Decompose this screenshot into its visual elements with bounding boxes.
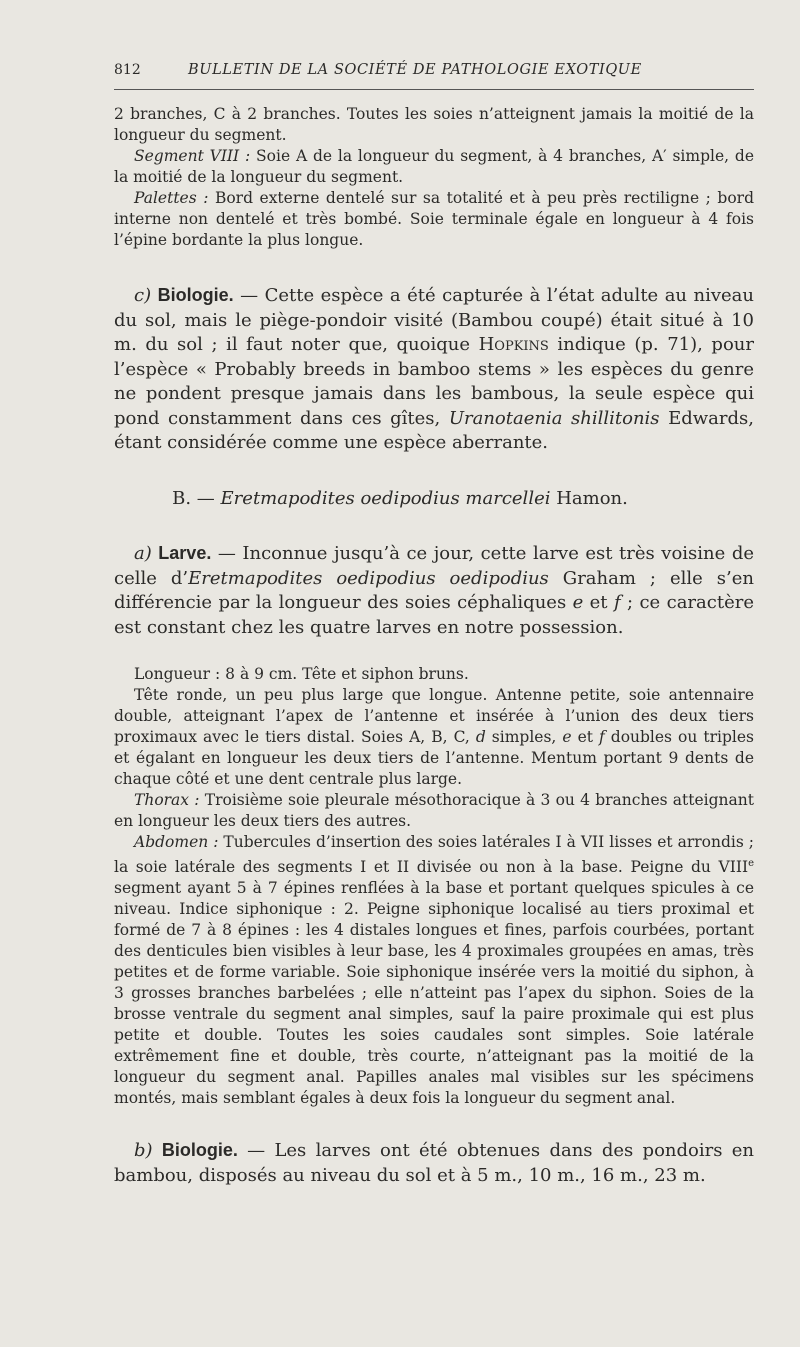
intro-block — [114, 104, 754, 251]
larve-heading: Larve. — [158, 543, 212, 563]
biologie-c-block — [114, 283, 754, 456]
segment-viii-paragraph: Segment VIII : Soie A de la longueur du segment, à 4 branches, A′ simple, de la moitié de la longueur du segment. — [114, 147, 754, 186]
biologie-b-paragraph: b) Biologie. — Les larves ont été obtenues dans des pondoirs en bambou, disposés au niveau du sol et à 5 m., 10 m., 16 m., 23 m. — [114, 1140, 754, 1186]
running-title: BULLETIN DE LA SOCIÉTÉ DE PATHOLOGIE EXOTIQUE — [188, 62, 642, 78]
section-b-title: B. — Eretmapodites oedipodius marcellei Hamon. — [172, 488, 628, 509]
tete-paragraph: Tête ronde, un peu plus large que longue. Antenne petite, soie antennaire double, atteignant l’apex de l’antenne et insérée à l’union des deux tiers proximaux avec le tiers distal. Soies A, B, C, d simples, e et f doubles ou triples et égalant en longueur les deux tiers de l’antenne. Mentum portant 9 dents de chaque côté et une dent centrale plus large. — [114, 686, 754, 788]
larve-paragraph: a) Larve. — Inconnue jusqu’à ce jour, cette larve est très voisine de celle d’Eretmapodites oedipodius oedipodius Graham ; elle s’en différencie par la longueur des soies céphaliques e et f ; ce caractère est constant chez les quatre larves en notre possession. — [114, 543, 754, 638]
author-hopkins: Hopkins — [478, 334, 549, 355]
larve-label: a) — [134, 543, 152, 564]
intro-paragraph: 2 branches, C à 2 branches. Toutes les soies n’atteignent jamais la moitié de la longueur du segment. — [114, 105, 754, 144]
palettes-label: Palettes : — [134, 189, 209, 207]
species-eretmapodites-oo: Eretmapodites oedipodius oedipodius — [188, 567, 549, 589]
biologie-b-label: b) — [134, 1140, 153, 1161]
biologie-b-heading: Biologie. — [161, 1140, 238, 1160]
biologie-b-block — [114, 1138, 754, 1188]
thorax-label: Thorax : — [134, 791, 200, 809]
longueur-paragraph: Longueur : 8 à 9 cm. Tête et siphon bruns. — [134, 665, 469, 683]
thorax-paragraph: Thorax : Troisième soie pleurale mésothoracique à 3 ou 4 branches atteignant en longueur les deux tiers des autres. — [114, 791, 754, 830]
header-rule — [114, 89, 754, 90]
segment-viii-label: Segment VIII : — [134, 147, 251, 165]
section-b-species: Eretmapodites oedipodius marcellei — [220, 488, 551, 509]
biologie-c-label: c) — [134, 285, 152, 306]
page-number: 812 — [114, 62, 141, 78]
palettes-paragraph: Palettes : Bord externe dentelé sur sa totalité et à peu près rectiligne ; bord interne non dentelé et très bombé. Soie terminale égale en longueur à 4 fois l’épine bordante la plus longue. — [114, 189, 754, 249]
abdomen-paragraph: Abdomen : Tubercules d’insertion des soies latérales I à VII lisses et arrondis ; la soie latérale des segments I et II divisée ou non à la base. Peigne du VIIIe segment ayant 5 à 7 épines renflées à la base et portant quelques spicules à ce niveau. Indice siphonique : 2. Peigne siphonique localisé au tiers proximal et formé de 7 à 8 épines : les 4 distales longues et fines, parfois courbées, portant des denticules bien visibles à leur base, les 4 proximales groupées en amas, très petites et de forme variable. Soie siphonique insérée vers la moitié du siphon, à 3 grosses branches barbelées ; elle n’atteint pas l’apex du siphon. Soies de la brosse ventrale du segment anal simples, sauf la paire proximale qui est plus petite et double. Toutes les soies caudales sont simples. Soie latérale extrêmement fine et double, très courte, n’atteignant pas la moitié de la longueur du segment anal. Papilles anales mal visibles sur les spécimens montés, mais semblant égales à deux fois la longueur du segment anal. — [114, 833, 754, 1108]
abdomen-label: Abdomen : — [134, 833, 219, 851]
species-uranotaenia: Uranotaenia shillitonis — [448, 407, 660, 429]
biologie-c-heading: Biologie. — [157, 285, 234, 305]
larve-block — [114, 541, 754, 640]
description-block — [114, 664, 754, 1109]
biologie-c-paragraph: c) Biologie. — Cette espèce a été capturée à l’état adulte au niveau du sol, mais le piège-pondoir visité (Bambou coupé) était situé à 10 m. du sol ; il faut noter que, quoique Hopkins indique (p. 71), pour l’espèce « Probably breeds in bamboo stems » les espèces du genre ne pondent presque jamais dans les bambous, la seule espèce qui pond constamment dans ces gîtes, Uranotaenia shillitonis Edwards, étant considérée comme une espèce aberrante. — [114, 285, 755, 453]
running-header — [114, 62, 754, 86]
